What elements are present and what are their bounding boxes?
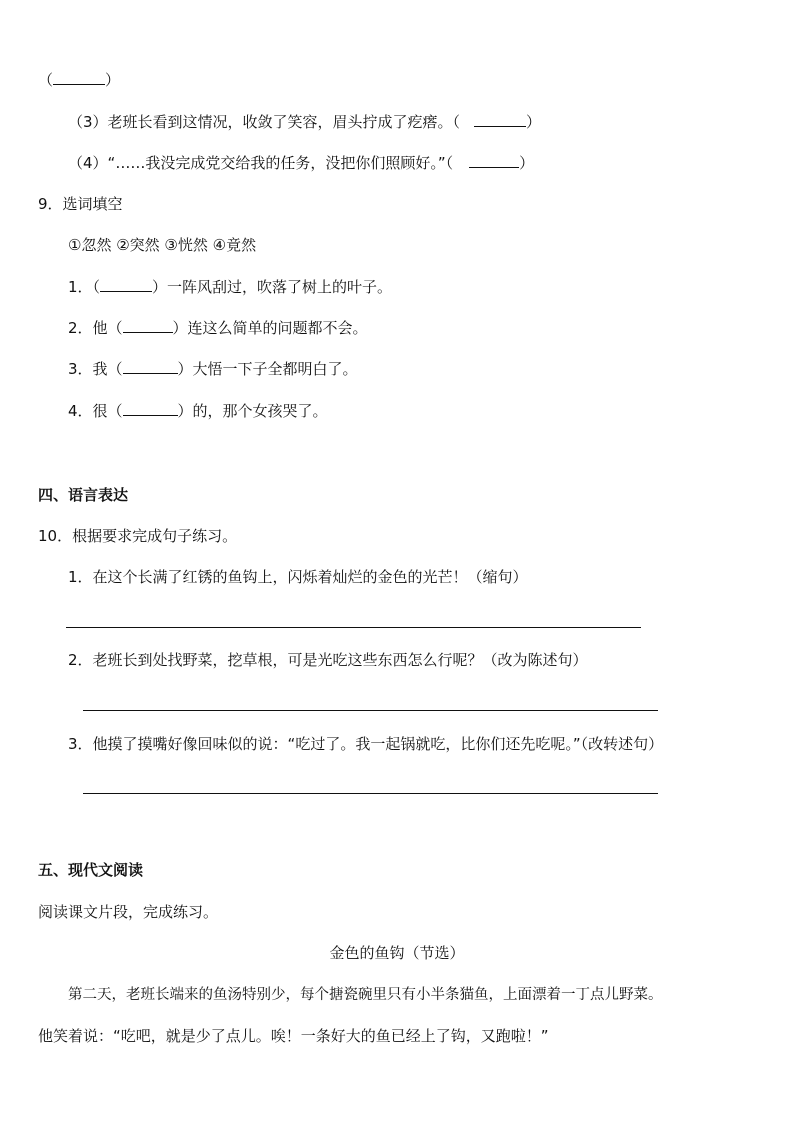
section-4-heading: 四、语言表达 [38,486,129,504]
q10-answer-line-1[interactable] [66,627,641,628]
q8-continuation-blank: （ ） [38,71,121,89]
q8-item-4: （4）“……我没完成党交给我的任务，没把你们照顾好。”（ ） [68,154,535,172]
section-5-heading: 五、现代文阅读 [38,861,144,879]
answer-blank[interactable] [123,401,178,416]
q10-answer-line-3[interactable] [83,793,658,794]
q9-item-3: 3．我（ ）大悟一下子全都明白了。 [68,360,358,378]
answer-blank[interactable] [123,318,173,333]
answer-blank[interactable] [123,359,178,374]
q10-answer-line-2[interactable] [83,710,658,711]
q9-item-4: 4．很（ ）的，那个女孩哭了。 [68,402,328,420]
answer-blank[interactable] [474,112,526,127]
passage-paragraph-line-2: 他笑着说：“吃吧，就是少了点儿。唉！一条好大的鱼已经上了钩，又跑啦！” [38,1027,549,1045]
q9-title: 9．选词填空 [38,195,123,213]
q8-item-3: （3）老班长看到这情况，收敛了笑容，眉头拧成了疙瘩。（ ） [68,113,542,131]
answer-blank[interactable] [469,153,519,168]
answer-blank[interactable] [100,277,152,292]
q10-item-1: 1．在这个长满了红锈的鱼钩上，闪烁着灿烂的金色的光芒！（缩句） [68,568,528,586]
answer-blank[interactable] [53,70,105,85]
q10-title: 10．根据要求完成句子练习。 [38,527,238,545]
q9-item-2: 2．他（ ）连这么简单的问题都不会。 [68,319,368,337]
passage-paragraph-line-1: 第二天，老班长端来的鱼汤特别少，每个搪瓷碗里只有小半条猫鱼，上面漂着一丁点儿野菜。 [68,987,663,1003]
q10-item-3: 3．他摸了摸嘴好像回味似的说：“吃过了。我一起锅就吃，比你们还先吃呢。”（改转述句） [68,735,664,753]
passage-title: 金色的鱼钩（节选） [329,944,465,962]
q9-options: ①忽然 ②突然 ③恍然 ④竟然 [68,236,257,254]
q9-item-1: 1．（ ）一阵风刮过，吹落了树上的叶子。 [68,278,393,296]
reading-instruction: 阅读课文片段，完成练习。 [38,903,219,921]
q10-item-2: 2．老班长到处找野菜，挖草根，可是光吃这些东西怎么行呢？（改为陈述句） [68,651,588,669]
